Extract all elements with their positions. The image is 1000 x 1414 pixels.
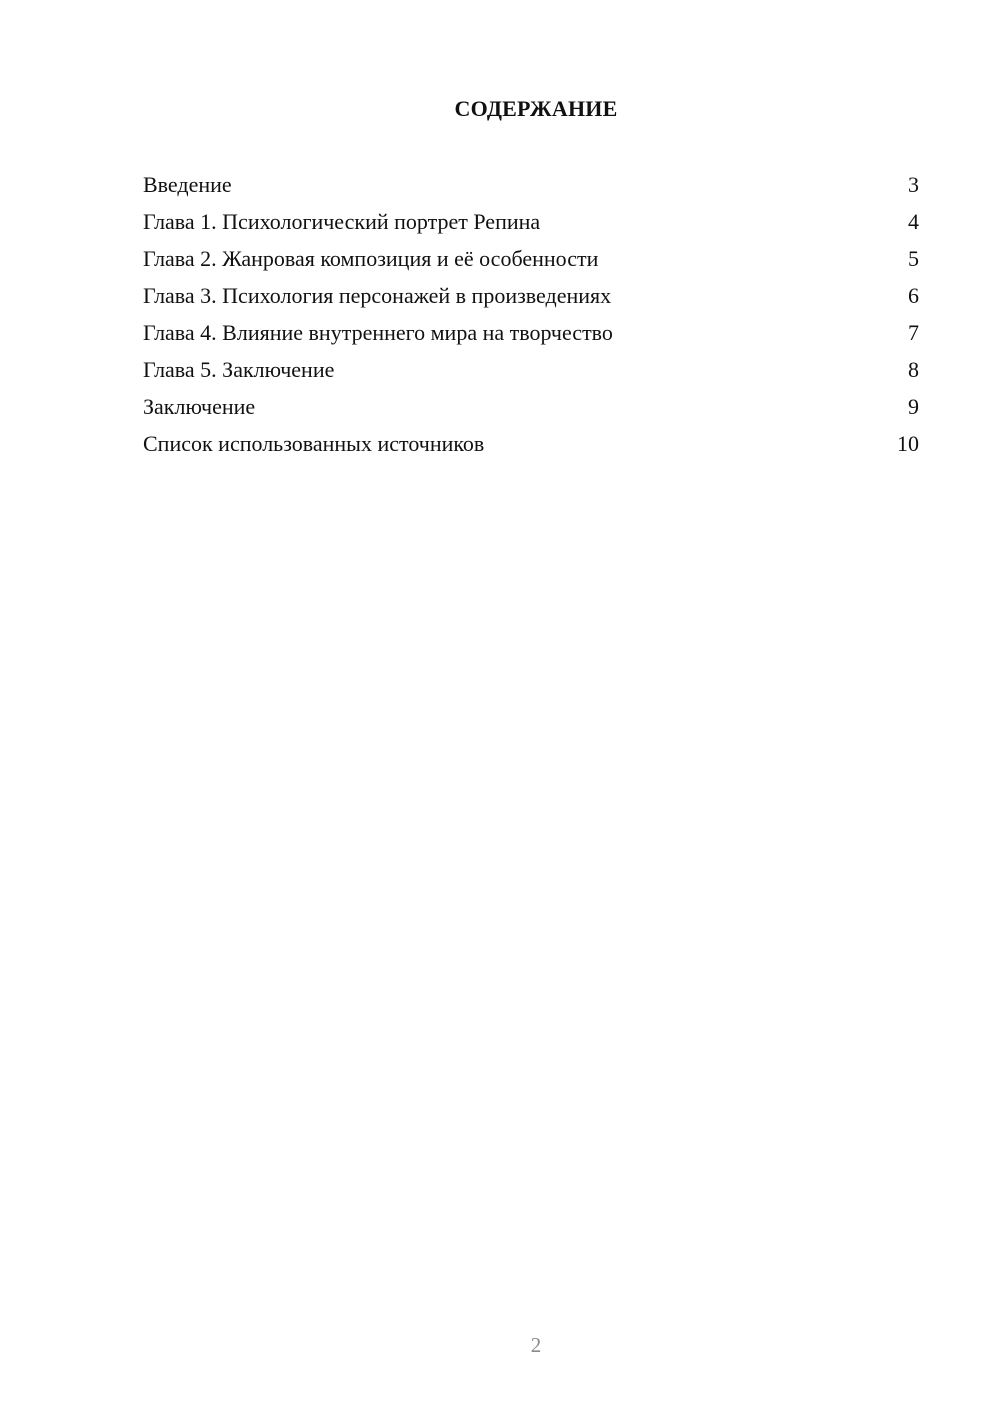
toc-entry	[143, 318, 919, 355]
toc-entry	[143, 244, 919, 281]
toc-entry-page: 5	[908, 246, 919, 271]
toc-entry-label: Глава 1. Психологический портрет Репина	[143, 209, 541, 234]
toc-entry	[143, 355, 919, 392]
toc-entry-label: Глава 5. Заключение	[143, 357, 335, 382]
toc-entry	[143, 392, 919, 429]
table-of-contents	[143, 170, 919, 466]
toc-entry-page: 8	[908, 357, 919, 382]
toc-entry	[143, 207, 919, 244]
toc-entry-label: Введение	[143, 172, 232, 197]
toc-entry	[143, 170, 919, 207]
toc-entry-page: 3	[908, 172, 919, 197]
toc-entry-label: Глава 2. Жанровая композиция и её особенности	[143, 246, 599, 271]
toc-entry	[143, 281, 919, 318]
toc-entry-page: 4	[908, 209, 919, 234]
page-title: СОДЕРЖАНИЕ	[454, 96, 618, 121]
toc-entry-page: 9	[908, 394, 919, 419]
toc-entry-label: Список использованных источников	[143, 431, 485, 456]
page-number: 2	[530, 1333, 542, 1357]
toc-entry-page: 6	[908, 283, 919, 308]
toc-entry-label: Глава 3. Психология персонажей в произведениях	[143, 283, 612, 308]
toc-entry-page: 7	[908, 320, 919, 345]
toc-entry-label: Заключение	[143, 394, 256, 419]
toc-entry	[143, 429, 919, 466]
toc-entry-label: Глава 4. Влияние внутреннего мира на творчество	[143, 320, 613, 345]
toc-entry-page: 10	[897, 431, 919, 456]
